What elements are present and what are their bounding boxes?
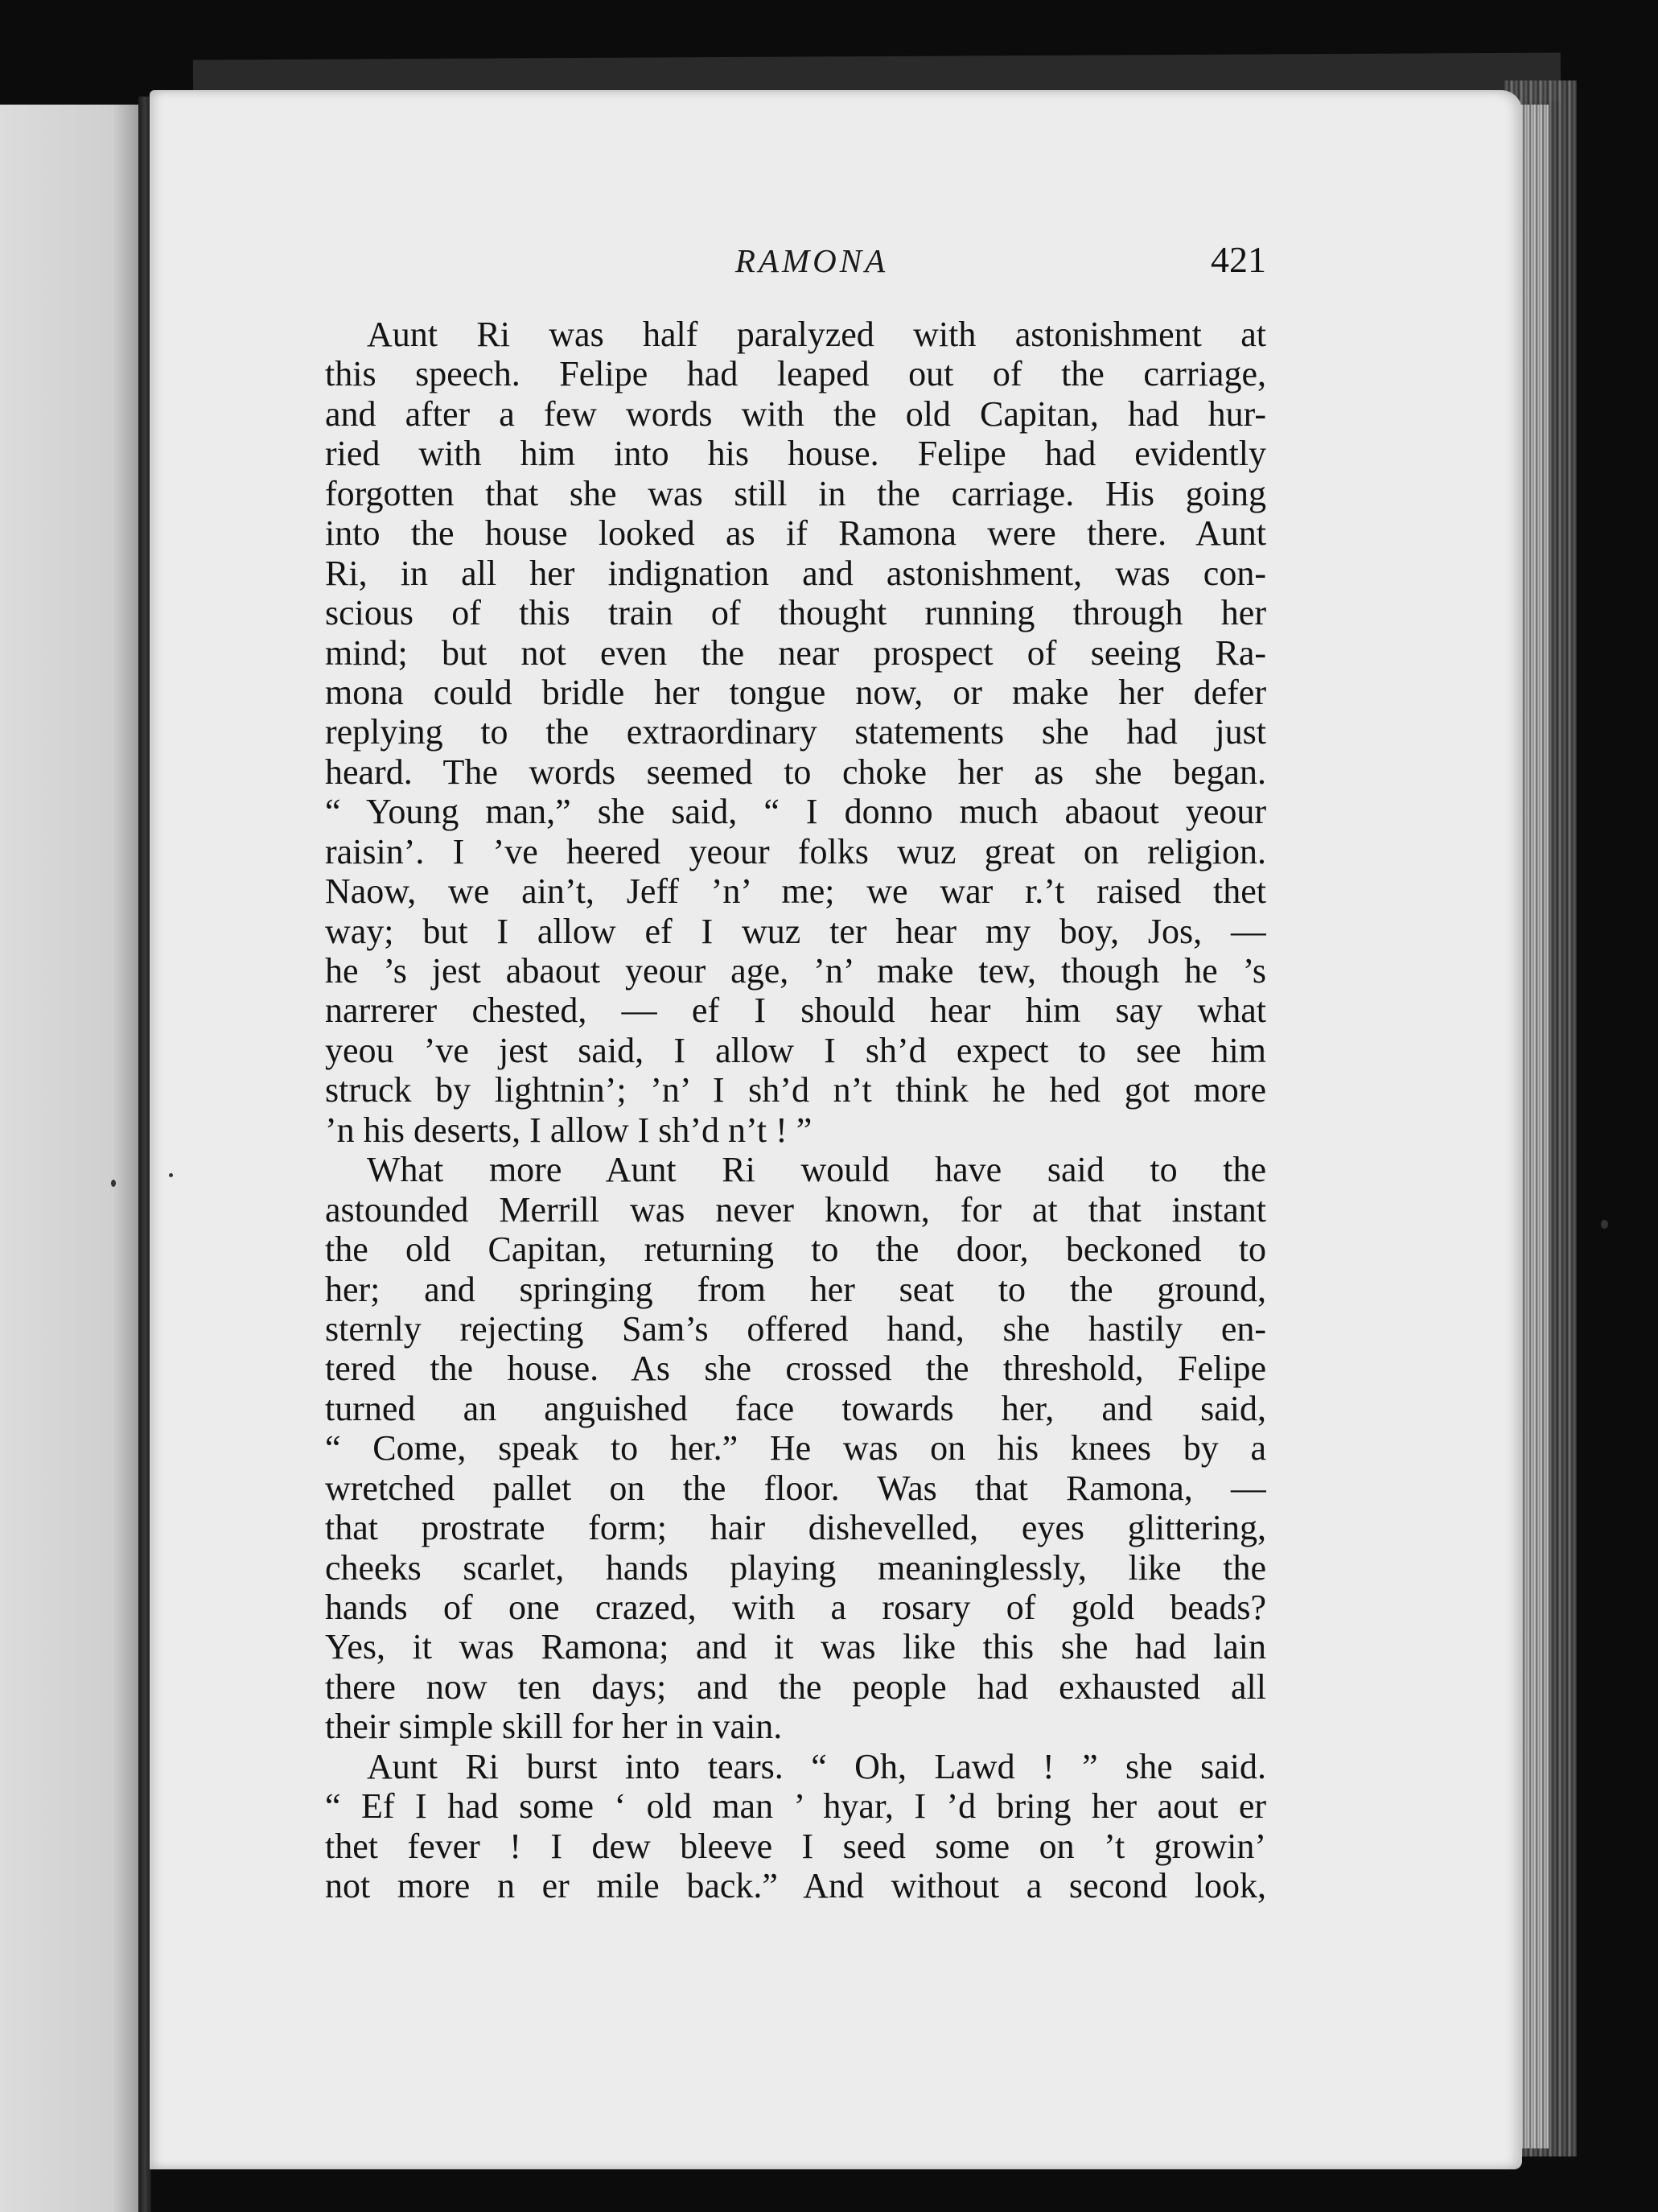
text-line: Ri, in all her indignation and astonishment, was con- [325,553,1266,593]
text-line: scious of this train of thought running through her [325,593,1266,633]
text-line: her; and springing from her seat to the ground, [325,1269,1266,1309]
text-line: thet fever ! I dew bleeve I seed some on ’t growin’ [325,1826,1266,1866]
text-line: their simple skill for her in vain. [325,1707,783,1747]
page-number: 421 [1211,239,1266,280]
text-line: mind; but not even the near prospect of seeing Ra- [325,632,1266,673]
text-line: way; but I allow ef I wuz ter hear my boy, Jos, — [325,911,1266,951]
dust-speck [111,1180,116,1187]
text-line: struck by lightnin’; ’n’ I sh’d n’t think he hed got more [325,1070,1266,1110]
text-line: replying to the extraordinary statements she had just [325,712,1266,752]
text-line: this speech. Felipe had leaped out of the carriage, [325,354,1266,394]
text-line: forgotten that she was still in the carriage. His going [325,473,1266,513]
text-line: “ Young man,” she said, “ I donno much abaout yeour [325,792,1266,832]
text-line: “ Ef I had some ‘ old man ’ hyar, I ’d bring her aout er [325,1786,1266,1827]
left-page-margin [0,105,141,2212]
text-line: sternly rejecting Sam’s offered hand, she hastily en- [325,1308,1266,1349]
text-line: Yes, it was Ramona; and it was like this she had lain [325,1627,1266,1667]
running-head [325,241,1266,298]
dust-speck [1601,1220,1608,1229]
text-line: hands of one crazed, with a rosary of gold beads? [325,1588,1266,1627]
text-line: cheeks scarlet, hands playing meaninglessly, like the [325,1547,1266,1588]
running-title: RAMONA [734,242,889,279]
text-line: ’n his deserts, I allow I sh’d n’t ! ” [325,1110,813,1150]
text-line: mona could bridle her tongue now, or make her defer [325,672,1266,712]
text-line: wretched pallet on the floor. Was that Ramona, — [325,1468,1266,1508]
text-line: heard. The words seemed to choke her as she began. [325,752,1266,792]
text-line: narrerer chested, — ef I should hear him say what [325,991,1266,1031]
text-line: raisin’. I ’ve heered yeour folks wuz great on religion. [325,831,1266,871]
text-line: tered the house. As she crossed the threshold, Felipe [325,1349,1266,1389]
text-line: into the house looked as if Ramona were there. Aunt [325,513,1266,554]
text-line: that prostrate form; hair dishevelled, eyes glittering, [325,1508,1266,1548]
text-line: and after a few words with the old Capitan, had hur- [325,393,1266,434]
text-line: there now ten days; and the people had exhausted all [325,1666,1266,1707]
text-line: Aunt Ri burst into tears. “ Oh, Lawd ! ” she said. [367,1746,1266,1786]
text-line: he ’s jest abaout yeour age, ’n’ make tew, though he ’s [325,951,1266,991]
body-text [325,315,1266,1906]
text-line: turned an anguished face towards her, and said, [325,1388,1266,1428]
text-line: not more n er mile back.” And without a second look, [325,1866,1266,1906]
text-line: yeou ’ve jest said, I allow I sh’d expect to see him [325,1030,1266,1070]
text-line: the old Capitan, returning to the door, beckoned to [325,1230,1266,1270]
text-line: ried with him into his house. Felipe had evidently [325,434,1266,474]
text-line: Naow, we ain’t, Jeff ’n’ me; we war r.’t raised thet [325,871,1266,912]
text-line: Aunt Ri was half paralyzed with astonishment at [367,315,1266,354]
text-line: “ Come, speak to her.” He was on his knees by a [325,1428,1266,1468]
dust-speck [169,1173,173,1177]
text-line: astounded Merrill was never known, for at that instant [325,1189,1266,1230]
text-line: What more Aunt Ri would have said to the [367,1150,1266,1190]
